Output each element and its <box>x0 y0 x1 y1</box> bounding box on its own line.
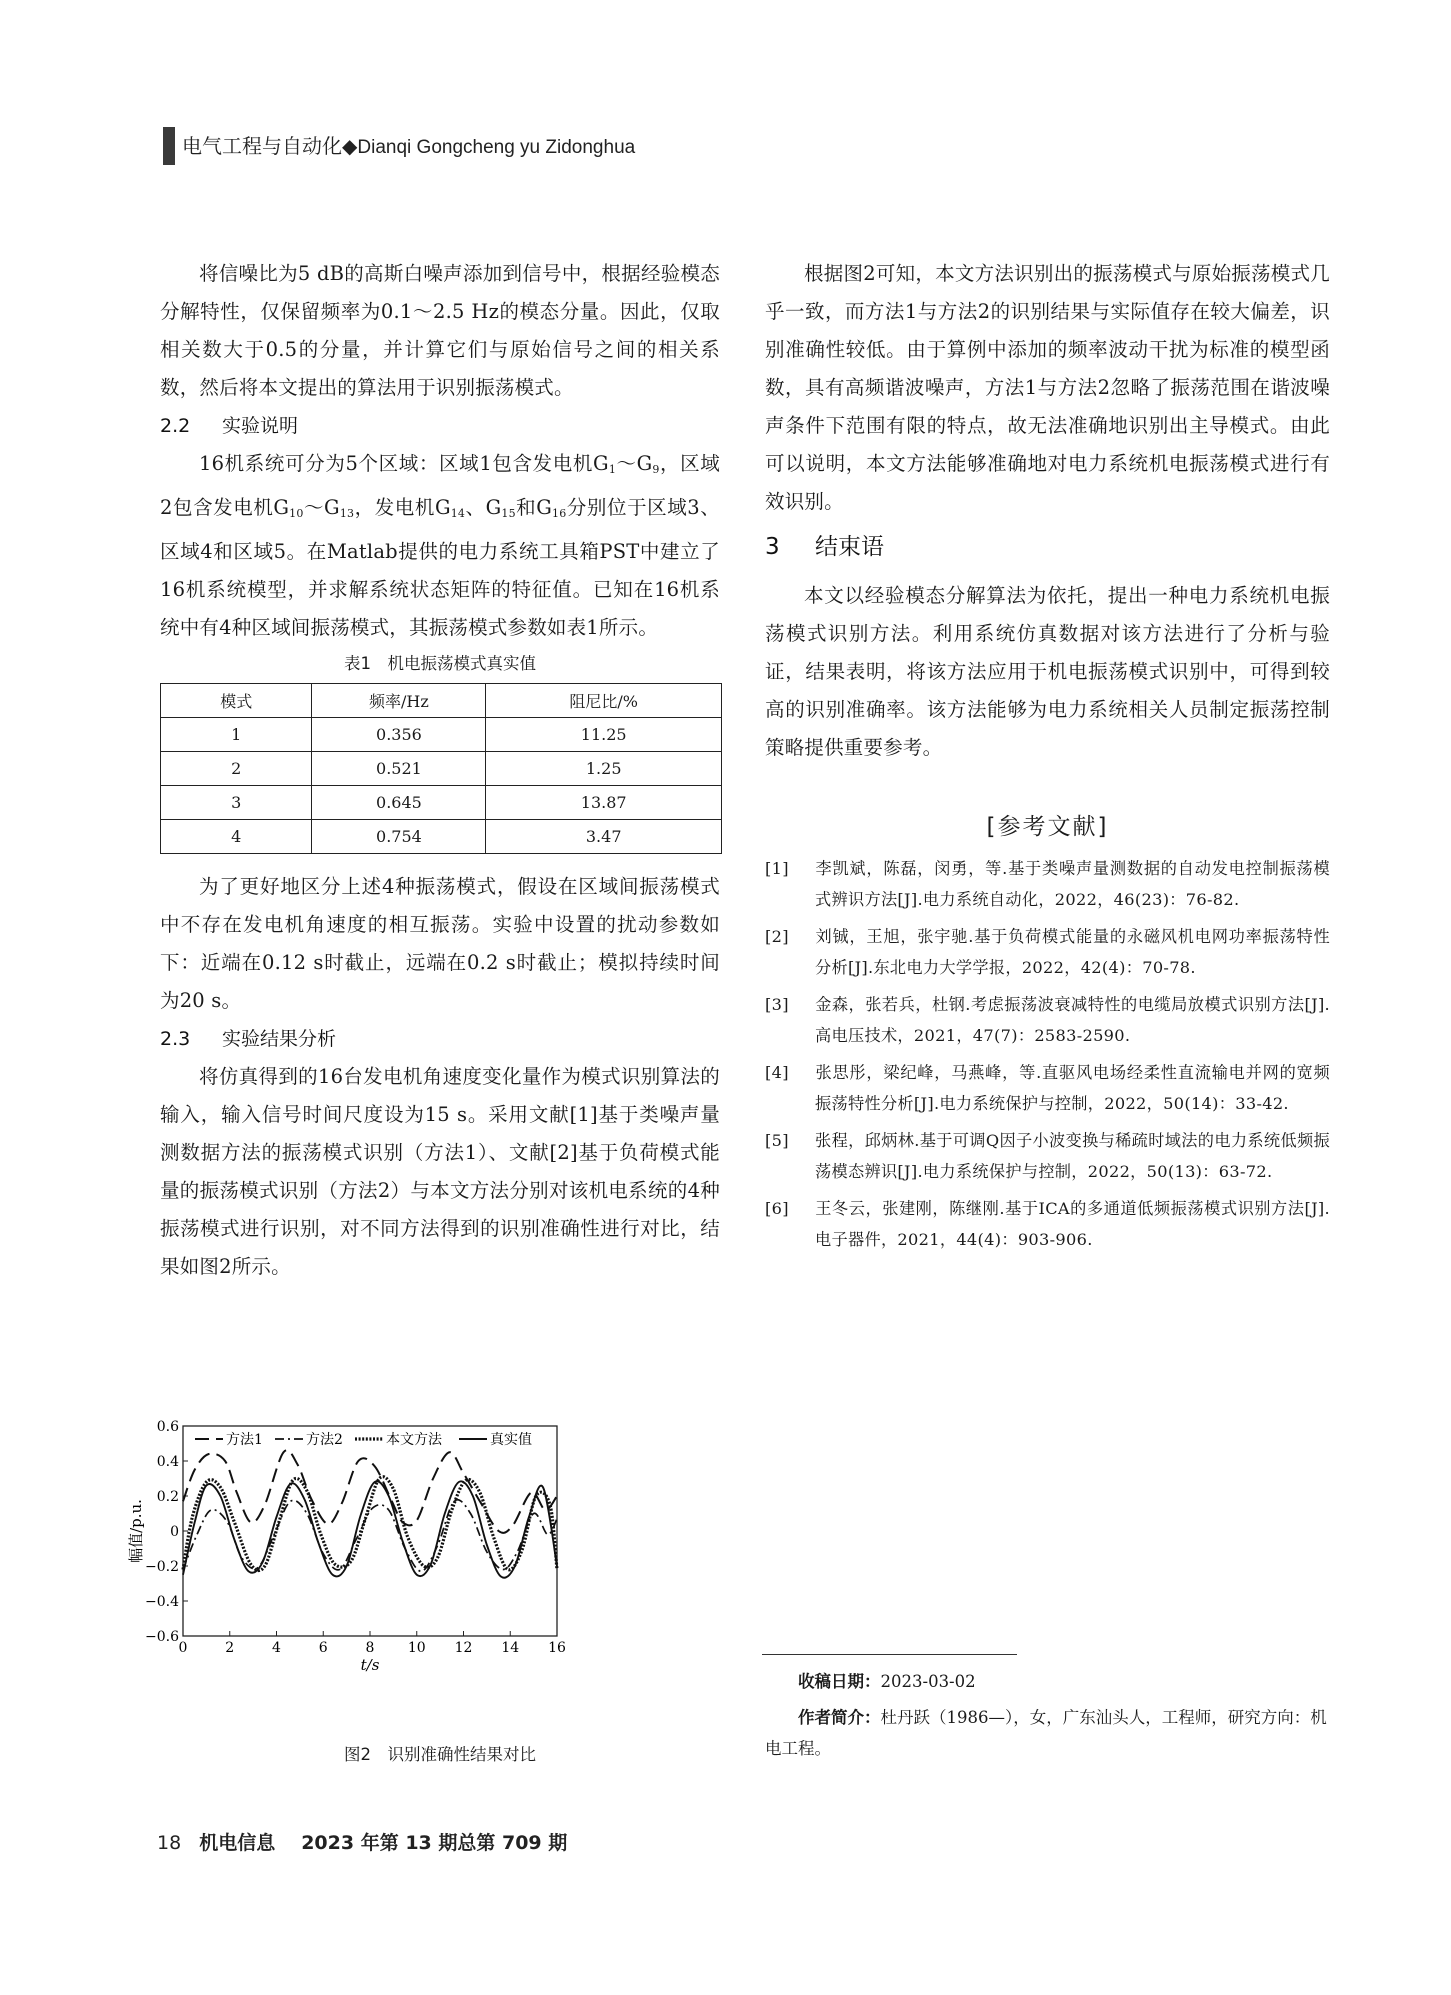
section-title: 实验说明 <box>222 415 299 437</box>
y-tick-label: −0.6 <box>145 1629 179 1645</box>
section-number: 2.2 <box>160 415 191 437</box>
y-tick-label: −0.4 <box>145 1594 179 1610</box>
x-tick-label: 16 <box>548 1640 566 1656</box>
journal-name: 机电信息 <box>199 1832 276 1854</box>
running-header <box>182 130 635 159</box>
paragraph-comparison: 将仿真得到的16台发电机角速度变化量作为模式识别算法的输入，输入信号时间尺度设为15 s。采用文献[1]基于类噪声量测数据方法的振荡模式识别（方法1）、文献[2]基于负荷模式能量的振荡模式识别（方法2）与本文方法分别对该机电系统的4种振荡模式进行识别，对不同方法得到的识别准确性进行对比，结果如图2所示。 <box>160 1065 720 1278</box>
references-heading: [参考文献] <box>986 814 1109 840</box>
legend-label: 方法2 <box>306 1432 343 1448</box>
table-row: 3 0.645 13.87 <box>161 786 722 820</box>
table-header-row <box>161 684 722 718</box>
header-section-en: Dianqi Gongcheng yu Zidonghua <box>357 137 636 158</box>
reference-list <box>765 853 1330 1255</box>
x-axis-label: t/s <box>360 1656 380 1674</box>
y-tick-label: 0 <box>170 1524 179 1540</box>
section-number: 2.3 <box>160 1028 191 1050</box>
table-row: 2 0.521 1.25 <box>161 752 722 786</box>
author-bio: 作者简介：杜丹跃（1986—），女，广东汕头人，工程师，研究方向：机电工程。 <box>765 1708 1327 1758</box>
section-2-2-heading <box>160 407 720 445</box>
y-tick-label: 0.4 <box>156 1454 179 1470</box>
mode-table <box>160 683 722 854</box>
paragraph-disturbance: 为了更好地区分上述4种振荡模式，假设在区域间振荡模式中不存在发电机角速度的相互振荡。实验中设置的扰动参数如下：近端在0.12 s时截止，远端在0.2 s时截止；模拟持续时间为20 s。 <box>160 875 720 1012</box>
reference-item: [1] 李凯斌，陈磊，闵勇，等.基于类噪声量测数据的自动发电控制振荡模式辨识方法[J].电力系统自动化，2022，46(23)：76-82. <box>765 859 1330 909</box>
reference-item: [2] 刘铖，王旭，张宇驰.基于负荷模式能量的永磁风机电网功率振荡特性分析[J].东北电力大学学报，2022，42(4)：70-78. <box>765 927 1330 977</box>
reference-item: [6] 王冬云，张建刚，陈继刚.基于ICA的多通道低频振荡模式识别方法[J].电子器件，2021，44(4)：903-906. <box>765 1199 1330 1249</box>
x-tick-label: 10 <box>407 1640 426 1656</box>
paragraph-results: 根据图2可知，本文方法识别出的振荡模式与原始振荡模式几乎一致，而方法1与方法2的识别结果与实际值存在较大偏差，识别准确性较低。由于算例中添加的频率波动干扰为标准的模型函数，具有高频谐波噪声，方法1与方法2忽略了振荡范围在谐波噪声条件下范围有限的特点，故无法准确地识别出主导模式。由此可以说明，本文方法能够准确地对电力系统机电振荡模式进行有效识别。 <box>765 262 1330 513</box>
header-separator: ◆ <box>342 134 358 158</box>
footnote-rule <box>762 1654 1017 1655</box>
page-footer <box>157 1828 567 1855</box>
reference-item: [4] 张思彤，梁纪峰，马燕峰，等.直驱风电场经柔性直流输电并网的宽频振荡特性分析[J].电力系统保护与控制，2022，50(14)：33-42. <box>765 1063 1330 1113</box>
reference-item: [3] 金森，张若兵，杜钢.考虑振荡波衰减特性的电缆局放模式识别方法[J].高电压技术，2021，47(7)：2583-2590. <box>765 995 1330 1045</box>
table-row: 4 0.754 3.47 <box>161 820 722 854</box>
reference-item: [5] 张程，邱炳林.基于可调Q因子小波变换与稀疏时域法的电力系统低频振荡模态辨识[J].电力系统保护与控制，2022，50(13)：63-72. <box>765 1131 1330 1181</box>
table-header-cell: 频率/Hz <box>312 684 486 718</box>
x-tick-label: 14 <box>501 1640 520 1656</box>
legend-label: 本文方法 <box>386 1432 442 1448</box>
x-tick-label: 6 <box>318 1640 328 1656</box>
table-row: 1 0.356 11.25 <box>161 718 722 752</box>
page-number: 18 <box>157 1832 182 1854</box>
figure-caption: 图2 识别准确性结果对比 <box>344 1745 536 1764</box>
paragraph-conclusion: 本文以经验模态分解算法为依托，提出一种电力系统机电振荡模式识别方法。利用系统仿真数据对该方法进行了分析与验证，结果表明，将该方法应用于机电振荡模式识别中，可得到较高的识别准确率。该方法能够为电力系统相关人员制定振荡控制策略提供重要参考。 <box>765 584 1330 759</box>
x-tick-label: 8 <box>365 1640 375 1656</box>
y-axis-label: 幅值/p.u. <box>127 1499 145 1563</box>
x-tick-label: 12 <box>454 1640 473 1656</box>
received-date: 收稿日期：2023-03-02 <box>798 1672 976 1691</box>
table-header-cell: 模式 <box>161 684 312 718</box>
issue-info: 2023 年第 13 期总第 709 期 <box>301 1832 568 1854</box>
header-section-cn: 电气工程与自动化 <box>182 134 342 158</box>
y-tick-label: 0.6 <box>156 1419 179 1435</box>
x-tick-label: 2 <box>225 1640 235 1656</box>
left-column <box>160 255 720 1286</box>
x-tick-label: 0 <box>178 1640 188 1656</box>
section-number: 3 <box>765 534 780 560</box>
paragraph-noise: 将信噪比为5 dB的高斯白噪声添加到信号中，根据经验模态分解特性，仅保留频率为0.1～2.5 Hz的模态分量。因此，仅取相关数大于0.5的分量，并计算它们与原始信号之间的相关系数，然后将本文提出的算法用于识别振荡模式。 <box>160 262 720 399</box>
table-caption: 表1 机电振荡模式真实值 <box>344 654 536 673</box>
y-tick-label: −0.2 <box>145 1559 179 1575</box>
header-bar <box>163 127 175 165</box>
paragraph-system: 16机系统可分为5个区域：区域1包含发电机$G_1\sim G_9$，区域2包含发电机$G_{10}\sim G_{13}$，发电机$G_{14}$、$G_{15}$和$G_{16}$分别位于区域3、区域4和区域5。在Matlab提供的电力系统工具箱PST中建立了16机系统模型，并求解系统状态矩阵的特征值。已知在16机系统中有4种区域间振荡模式，其振荡模式参数如表1所示。 <box>160 452 721 639</box>
section-2-3-heading <box>160 1020 720 1058</box>
legend-label: 方法1 <box>226 1432 263 1448</box>
table-header-cell: 阻尼比/% <box>486 684 722 718</box>
right-column <box>765 255 1330 1261</box>
section-title: 结束语 <box>815 534 884 560</box>
x-tick-label: 4 <box>272 1640 281 1656</box>
section-title: 实验结果分析 <box>222 1028 337 1050</box>
legend-label: 真实值 <box>490 1432 532 1448</box>
figure-2-chart <box>127 1419 720 1760</box>
section-3-heading <box>765 523 1330 571</box>
y-tick-label: 0.2 <box>156 1489 179 1505</box>
